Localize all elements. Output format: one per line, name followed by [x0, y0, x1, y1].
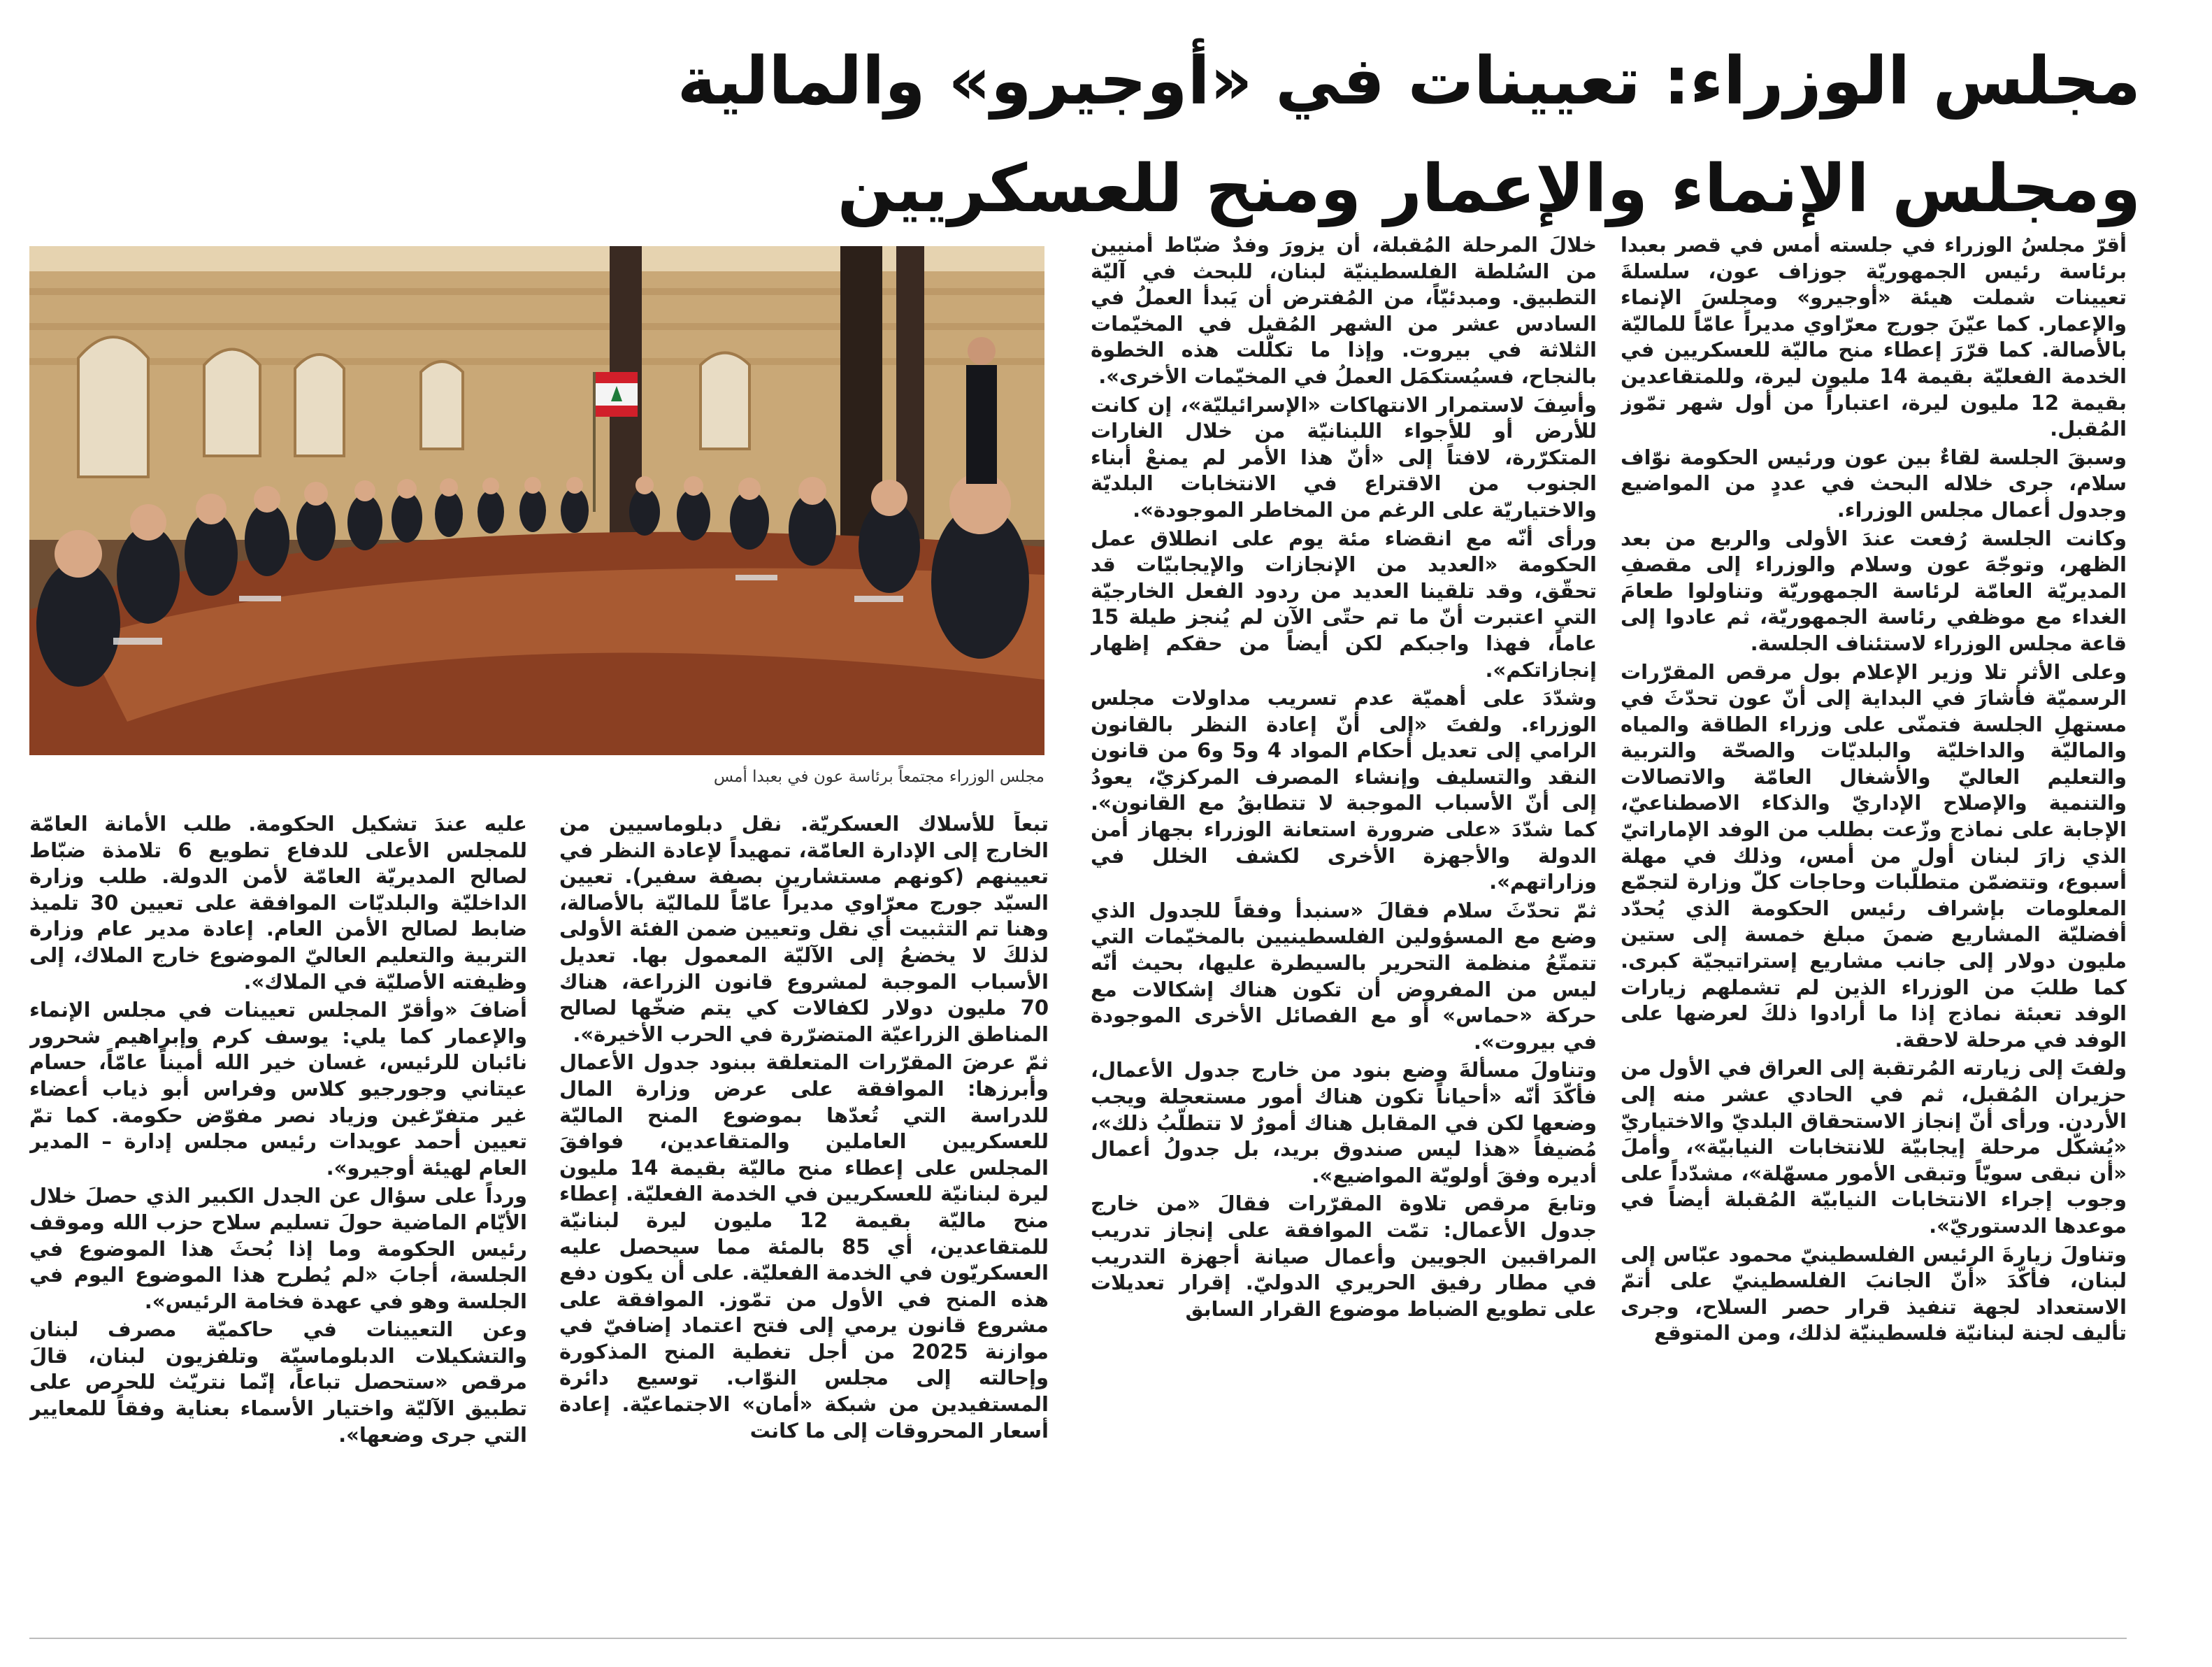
article-column-1	[1621, 232, 2127, 1617]
paragraph: وعلى الأثر تلا وزير الإعلام بول مرقص المقرّرات الرسميّة فأشارَ في البداية إلى أنّ عون تحدّثَ في مستهلِ الجلسة فتمنّى على وزراء الطاقة والمياه والماليّة والداخليّة والبلديّات والصحّة والتربية والتعليم العاليّ والأشغال العامّة والاتصالات والتنمية والإصلاح الإداريّ والذكاء الاصطناعيّ، الإجابة على نماذج وزّعت بطلب من الوفد الإماراتيّ الذي زارَ لبنان أول من أمس، وذلك في مهلة أسبوع، وتتضمّن متطلّبات وحاجات كلّ وزارة لتجمّع المعلومات بإشراف رئيس الحكومة الذي يُحدّد أفضليّة المشاريع ضمنَ مبلغ خمسة إلى ستين مليون دولار إلى جانب مشاريع إستراتيجيّة كبرى. كما طلبَ من الوزراء الذين لم تشملهم زيارات الوفد تعبئة نماذج إذا ما أرادوا ذلكَ لعرضها على الوفد في مرحلة لاحقة.	[1621, 659, 2127, 1052]
paragraph: تبعاً للأسلاك العسكريّة. نقل دبلوماسيين من الخارج إلى الإدارة العامّة، تمهيداً لإعادة النظر في تعيينهم (كونهم مستشارين بصفة سفير). تعيين السيّد جورج معرّاوي مديراً عامّاً للماليّة بالأصالة، وهنا تم التثبيت أي نقل وتعيين ضمن الفئة الأولى لذلكَ لا يخضعُ إلى الآليّة المعمول بها. تعديل الأسباب الموجبة لمشروع قانون الزراعة، هناك 70 مليون دولار لكفالات كي يتم ضخّها لصالح المناطق الزراعيّة المتضرّرة في الحرب الأخيرة».	[559, 812, 1049, 1046]
headline	[603, 28, 2141, 243]
paragraph: وتابعَ مرقص تلاوة المقرّرات فقالَ «من خارج جدول الأعمال: تمّت الموافقة على إنجاز تدريب المراقبين الجويين وأعمال صيانة أجهزة التدريب في مطار رفيق الحريري الدوليّ. إقرار تعديلات على تطويع الضباط موضوع القرار السابق	[1091, 1192, 1597, 1321]
article-column-3	[559, 811, 1049, 1617]
paragraph: ثمّ تحدّثَ سلام فقالَ «سنبدأ وفقاً للجدول الذي وضع مع المسؤولين الفلسطينيين بالمخيّمات التي تتمتّعُ منظمة التحرير بالسيطرة عليها، بحيث أنّه ليس من المفروض أن تكون هناك إشكالات مع حركة «حماس» أو مع الفصائل الأخرى الموجودة في بيروت».	[1091, 898, 1597, 1054]
headline-line-2: ومجلس الإنماء والإعمار ومنح للعسكريين	[837, 151, 2141, 227]
paragraph: عليه عندَ تشكيل الحكومة. طلب الأمانة العامّة للمجلس الأعلى للدفاع تطويع 6 تلامذة ضبّاط لصالح المديريّة العامّة لأمن الدولة. طلب وزارة الداخليّة والبلديّات الموافقة على تعيين 30 تلميذ ضابط لصالح الأمن العام. إعادة مدير عام وزارة التربية والتعليم العاليّ الموضوع خارج الملاك، إلى وظيفته الأصليّة في الملاك».	[29, 812, 527, 994]
article-column-4	[29, 811, 527, 1617]
paragraph: ورأى أنّه مع انقضاء مئة يوم على انطلاق عمل الحكومة «العديد من الإنجازات والإيجابيّات قد تحقّق، وقد تلقينا العديد من ردود الفعل الخارجيّة التي اعتبرت أنّ ما تم حتّى الآن لم يُنجز طيلة 15 عاماً، فهذا واجبكم لكن أيضاً من حقكم إظهار إنجازاتكم».	[1091, 526, 1597, 682]
bottom-divider	[29, 1638, 2127, 1639]
paragraph: ثمّ عرضَ المقرّرات المتعلقة ببنود جدول الأعمال وأبرزها: الموافقة على عرض وزارة المال للدراسة التي تُعدّها بموضوع المنح الماليّة للعسكريين العاملين والمتقاعدين، فوافقَ المجلس على إعطاء منح ماليّة بقيمة 14 مليون ليرة لبنانيّة للعسكريين في الخدمة الفعليّة. إعطاء منح ماليّة بقيمة 12 مليون ليرة لبنانيّة للمتقاعدين، أي 85 بالمئة مما سيحصل عليه العسكريّون في الخدمة الفعليّة. على أن يكون دفع هذه المنح في الأول من تمّوز. الموافقة على مشروع قانون يرمي إلى فتح اعتماد إضافيّ في موازنة 2025 من أجل تغطية المنح المذكورة وإحالته إلى مجلس النوّاب. توسيع دائرة المستفيدين من شبكة «أمان» الاجتماعيّة. إعادة أسعار المحروقات إلى ما كانت	[559, 1050, 1049, 1443]
cabinet-meeting-photo	[29, 246, 1044, 755]
headline-line-1: مجلس الوزراء: تعيينات في «أوجيرو» والمالية	[677, 43, 2141, 120]
paragraph: وكانت الجلسة رُفعت عندَ الأولى والربع من بعد الظهر، وتوجّهَ عون وسلام والوزراء إلى مقصفِ المديريّة العامّة لرئاسة الجمهوريّة وتناولوا طعامَ الغداء مع موظفي رئاسة الجمهوريّة، ثم عادوا إلى قاعة مجلس الوزراء لاستئناف الجلسة.	[1621, 526, 2127, 655]
photo-caption: مجلس الوزراء مجتمعاً برئاسة عون في بعبدا أمس	[713, 768, 1044, 786]
paragraph: وتناولَ زيارةَ الرئيس الفلسطينيّ محمود عبّاس إلى لبنان، فأكّدَ «أنّ الجانبَ الفلسطينيّ على أتمّ الاستعداد لجهة تنفيذ قرار حصر السلاح، وجرى تأليف لجنة لبنانيّة فلسطينيّة لذلك، ومن المتوقع	[1621, 1242, 2127, 1345]
article-column-2	[1091, 232, 1597, 1617]
paragraph: وتناولَ مسألةَ وضع بنود من خارج جدول الأعمال، فأكّدَ أنّه «أحياناً تكون هناك أمور مستعجلة ويجب وضعها لكن في المقابل هناك أمورٌ لا تتطلّبُ ذلك»، مُضيفاً «هذا ليس صندوق بريد، بل جدولُ أعمال أديره وفقَ أولويّة المواضيع».	[1091, 1058, 1597, 1187]
paragraph: وشدّدَ على أهميّة عدم تسريب مداولات مجلس الوزراء. ولفتَ «إلى أنّ إعادة النظر بالقانون الرامي إلى تعديل أحكام المواد 4 و5 و6 من قانون النقد والتسليف وإنشاء المصرف المركزيّ، يعودُ إلى أنّ الأسباب الموجبة لا تتطابقُ مع القانون». كما شدّدَ «على ضرورة استعانة الوزراء بجهاز أمن الدولة والأجهزة الأخرى لكشف الخلل في وزاراتهم».	[1091, 686, 1597, 894]
paragraph: أقرّ مجلسُ الوزراء في جلسته أمس في قصر بعبدا برئاسة رئيس الجمهوريّة جوزاف عون، سلسلةَ تعيينات شملت هيئة «أوجيرو» ومجلسَ الإنماء والإعمار. كما عيّنَ جورج معرّاوي مديراً عامّاً للماليّة بالأصالة. كما قرّرَ إعطاء منح ماليّة للعسكريين في الخدمة الفعليّة بقيمة 14 مليون ليرة، وللمتقاعدين بقيمة 12 مليون ليرة، اعتباراً من أول شهر تمّوز المُقبل.	[1621, 233, 2127, 441]
paragraph: ورداً على سؤال عن الجدل الكبير الذي حصلَ خلال الأيّام الماضية حولَ تسليم سلاح حزب الله وموقف رئيس الحكومة وما إذا بُحثَ هذا الموضوع في الجلسة، أجابَ «لم يُطرح هذا الموضوع اليوم في الجلسة وهو في عهدة فخامة الرئيس».	[29, 1184, 527, 1313]
paragraph: وسبقَ الجلسة لقاءٌ بين عون ورئيس الحكومة نوّاف سلام، جرى خلاله البحث في عددٍ من المواضيع وجدول أعمال مجلس الوزراء.	[1621, 445, 2127, 522]
paragraph: أضافَ «وأقرّ المجلس تعيينات في مجلس الإنماء والإعمار كما يلي: يوسف كرم وإبراهيم شحرور نائبان للرئيس، غسان خير الله أميناً عامّاً، حسام عيتاني وجورجيو كلاس وفراس أبو ذياب أعضاء غير متفرّغين وزياد نصر مفوّض حكومة. كما تمّ تعيين أحمد عويدات رئيس مجلس إدارة – المدير العام لهيئة أوجيرو».	[29, 998, 527, 1180]
paragraph: وعن التعيينات في حاكميّة مصرف لبنان والتشكيلات الدبلوماسيّة وتلفزيون لبنان، قالَ مرقص «ستحصل تباعاً، إنّما نتريّث للحرص على تطبيق الآليّة واختيار الأسماء بعناية وفقاً للمعايير التي جرى وضعها».	[29, 1317, 527, 1447]
paragraph: وأسِفَ لاستمرار الانتهاكات «الإسرائيليّة»، إن كانت للأرض أو للأجواء اللبنانيّة من خلال الغارات المتكرّرة، لافتاً إلى «أنّ هذا الأمر لم يمنعْ أبناء الجنوب من الاقتراع في الانتخابات البلديّة والاختياريّة على الرغم من المخاطر الموجودة».	[1091, 392, 1597, 522]
paragraph: ولفتَ إلى زيارته المُرتقبة إلى العراق في الأول من حزيران المُقبل، ثم في الحادي عشر منه إلى الأردن. ورأى أنّ إنجاز الاستحقاق البلديّ والاختياريّ «يُشكّل مرحلة إيجابيّة للانتخابات النيابيّة»، وأملَ «أن نبقى سويّاً وتبقى الأمور مسهّلة»، مشدّداً على وجوب إجراء الانتخابات النيابيّة المُقبلة أيضاً في موعدها الدستوريّ».	[1621, 1056, 2127, 1238]
paragraph: خلالَ المرحلة المُقبلة، أن يزورَ وفدٌ ضبّاط أمنيين من السُلطة الفلسطينيّة لبنان، للبحث في آليّة التطبيق. ومبدئيّاً، من المُفترض أن يَبدأ العملُ في السادس عشر من الشهر المُقبل في المخيّمات الثلاثة في بيروت. وإذا ما تكلّلت هذه الخطوة بالنجاح، فسيُستكمَل العملُ في المخيّمات الأخرى».	[1091, 233, 1597, 388]
